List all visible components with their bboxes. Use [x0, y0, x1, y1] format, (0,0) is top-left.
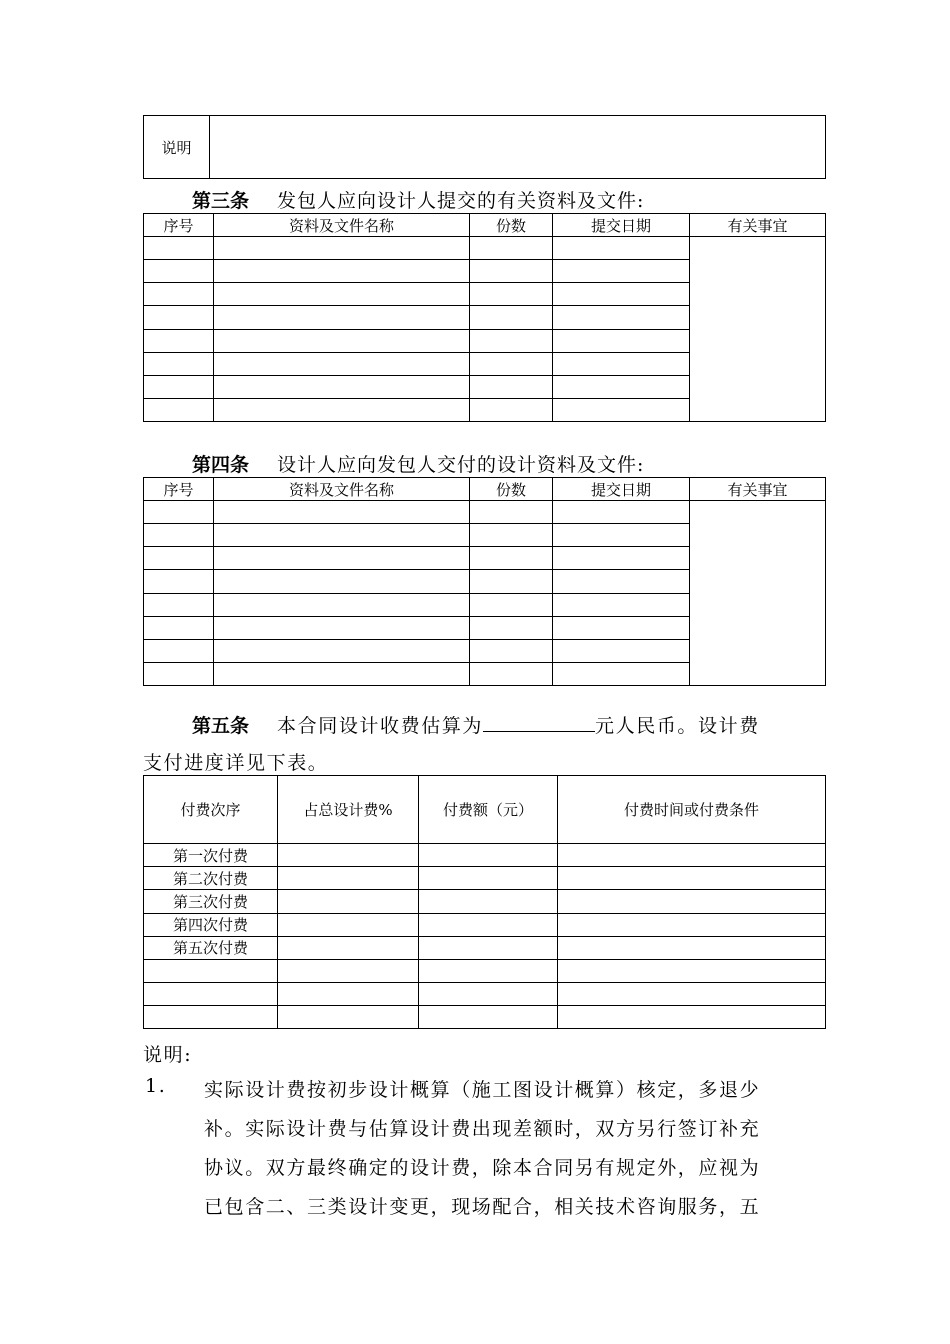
table-row: [144, 936, 826, 959]
article4-text: 设计人应向发包人交付的设计资料及文件:: [277, 454, 645, 476]
pay-header-percent: 占总设计费%: [278, 776, 419, 844]
article5-number: 第五条: [192, 715, 250, 737]
table-row: [144, 913, 826, 936]
pay-row-label[interactable]: [144, 959, 278, 982]
a4-header-date: 提交日期: [553, 478, 690, 501]
pay-header-condition: 付费时间或付费条件: [558, 776, 826, 844]
pay-row-label: 第五次付费: [144, 936, 278, 959]
note-box-label: 说明: [144, 116, 210, 179]
article4-table: [143, 477, 826, 686]
a4-header-copies: 份数: [470, 478, 553, 501]
article5-line1: [192, 711, 760, 738]
table-row: [144, 982, 826, 1005]
table-row: [144, 959, 826, 982]
notes-line: 协议。双方最终确定的设计费，除本合同另有规定外，应视为: [204, 1157, 761, 1179]
note-box: [143, 115, 826, 179]
a4-header-name: 资料及文件名称: [214, 478, 470, 501]
a3-header-name: 资料及文件名称: [214, 214, 470, 237]
table-row: [144, 867, 826, 890]
notes-line: 已包含二、三类设计变更，现场配合，相关技术咨询服务，五: [204, 1196, 761, 1218]
table-row: [144, 890, 826, 913]
notes-title: 说明:: [143, 1044, 193, 1066]
pay-row-label[interactable]: [144, 982, 278, 1005]
article3-number: 第三条: [192, 190, 250, 212]
a4-matters-cell[interactable]: [690, 501, 826, 686]
pay-row-label[interactable]: [144, 1005, 278, 1028]
note-box-content[interactable]: [210, 116, 826, 179]
table-row: [144, 844, 826, 867]
article3-heading: [192, 186, 644, 213]
article3-text: 发包人应向设计人提交的有关资料及文件:: [277, 190, 645, 212]
notes-line: 补。实际设计费与估算设计费出现差额时，双方另行签订补充: [204, 1118, 761, 1140]
a3-matters-cell[interactable]: [690, 237, 826, 422]
article4-heading: [192, 450, 644, 477]
pay-header-order: 付费次序: [144, 776, 278, 844]
article5-line2: 支付进度详见下表。: [143, 752, 329, 774]
a4-header-matters: 有关事宜: [690, 478, 826, 501]
a3-header-copies: 份数: [470, 214, 553, 237]
a3-header-matters: 有关事宜: [690, 214, 826, 237]
table-row: [144, 501, 826, 524]
a3-header-index: 序号: [144, 214, 214, 237]
pay-row-label: 第一次付费: [144, 844, 278, 867]
article3-table: [143, 213, 826, 422]
pay-header-amount: 付费额（元）: [419, 776, 558, 844]
table-row: [144, 1005, 826, 1028]
payment-table: [143, 775, 826, 1029]
pay-row-label: 第二次付费: [144, 867, 278, 890]
pay-row-label: 第三次付费: [144, 890, 278, 913]
table-row: [144, 237, 826, 260]
a3-header-date: 提交日期: [553, 214, 690, 237]
notes-line: 实际设计费按初步设计概算（施工图设计概算）核定，多退少: [204, 1079, 761, 1101]
a4-header-index: 序号: [144, 478, 214, 501]
article5-text-after: 元人民币。设计费: [595, 715, 760, 737]
article4-number: 第四条: [192, 454, 250, 476]
fee-amount-blank[interactable]: [483, 713, 595, 732]
notes-item-number: 1.: [145, 1075, 167, 1097]
pay-row-label: 第四次付费: [144, 913, 278, 936]
article5-text-before: 本合同设计收费估算为: [277, 715, 484, 737]
